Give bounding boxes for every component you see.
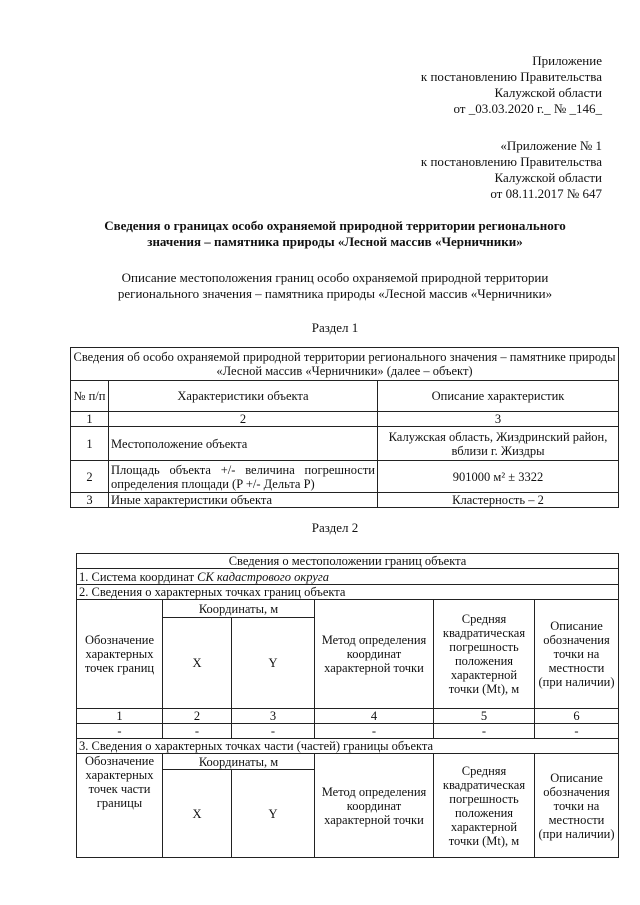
column-header: Обозначение характерных точек части границы <box>77 754 163 858</box>
row-number: 3 <box>71 493 109 508</box>
column-header: X <box>163 770 232 858</box>
column-header: Средняя квадратическая погрешность положения характерной точки (Mt), м <box>434 600 535 709</box>
table-row <box>77 724 619 739</box>
table-row <box>71 493 619 508</box>
row-number: 1 <box>71 427 109 461</box>
section1-label: Раздел 1 <box>311 320 359 335</box>
column-header: Описание обозначения точки на местности (при наличии) <box>535 754 619 858</box>
table-caption: Сведения о местоположении границ объекта <box>77 554 619 569</box>
document-title <box>60 218 610 250</box>
column-header: Описание обозначения точки на местности (при наличии) <box>535 600 619 709</box>
column-header: Y <box>232 618 315 709</box>
object-info-table <box>70 347 619 508</box>
column-header: № п/п <box>71 381 109 412</box>
table-row <box>71 427 619 461</box>
header-line: от 08.11.2017 № 647 <box>490 186 602 201</box>
header-line: к постановлению Правительства <box>420 69 602 84</box>
table-row <box>71 461 619 493</box>
column-header: Средняя квадратическая погрешность положения характерной точки (Mt), м <box>434 754 535 858</box>
column-header: Описание характеристик <box>378 381 619 412</box>
header-line: Приложение <box>532 53 602 68</box>
row-value: 901000 м² ± 3322 <box>378 461 619 493</box>
cell: - <box>163 724 232 739</box>
header-line: от _03.03.2020 г._ № _146_ <box>453 101 602 116</box>
parts-section-title: 3. Сведения о характерных точках части (частей) границы объекта <box>77 739 619 754</box>
column-number: 2 <box>109 412 378 427</box>
row-name: Иные характеристики объекта <box>109 493 378 508</box>
column-header: Координаты, м <box>163 754 315 770</box>
coord-system-label: 1. Система координат <box>79 569 198 584</box>
column-header: Характеристики объекта <box>109 381 378 412</box>
boundary-table <box>76 553 619 858</box>
section2-label: Раздел 2 <box>311 520 359 535</box>
column-number: 3 <box>378 412 619 427</box>
column-number: 1 <box>71 412 109 427</box>
subtitle-line: Описание местоположения границ особо охраняемой природной территории <box>121 270 549 285</box>
column-header: Y <box>232 770 315 858</box>
cell: - <box>535 724 619 739</box>
column-header: Координаты, м <box>163 600 315 618</box>
coord-system-row <box>77 569 619 585</box>
title-line: значения – памятника природы «Лесной массив «Черничники» <box>147 234 523 249</box>
column-header: X <box>163 618 232 709</box>
column-number: 6 <box>535 709 619 724</box>
column-header: Метод определения координат характерной точки <box>315 754 434 858</box>
row-name: Местоположение объекта <box>109 427 378 461</box>
title-line: Сведения о границах особо охраняемой природной территории регионального <box>104 218 566 233</box>
original-appendix-header <box>421 138 602 202</box>
column-number: 4 <box>315 709 434 724</box>
row-name: Площадь объекта +/- величина погрешности определения площади (P +/- Дельта P) <box>109 461 378 493</box>
row-number: 2 <box>71 461 109 493</box>
cell: - <box>315 724 434 739</box>
table-caption: Сведения об особо охраняемой природной территории регионального значения – памятнике природы «Лесной массив «Черничники» (далее – объект) <box>71 348 619 381</box>
column-number: 2 <box>163 709 232 724</box>
cell: - <box>232 724 315 739</box>
row-value: Калужская область, Жиздринский район, вблизи г. Жиздры <box>378 427 619 461</box>
column-number: 5 <box>434 709 535 724</box>
cell: - <box>434 724 535 739</box>
document-subtitle <box>60 270 610 302</box>
header-line: Калужской области <box>494 170 602 185</box>
column-number: 1 <box>77 709 163 724</box>
column-header: Метод определения координат характерной точки <box>315 600 434 709</box>
header-line: к постановлению Правительства <box>420 154 602 169</box>
header-line: «Приложение № 1 <box>500 138 602 153</box>
row-value: Кластерность – 2 <box>378 493 619 508</box>
subtitle-line: регионального значения – памятника природы «Лесной массив «Черничники» <box>117 286 553 301</box>
points-section-title: 2. Сведения о характерных точках границ объекта <box>77 585 619 600</box>
appendix-header <box>421 53 602 117</box>
column-header: Обозначение характерных точек границ <box>77 600 163 709</box>
column-number: 3 <box>232 709 315 724</box>
header-line: Калужской области <box>494 85 602 100</box>
cell: - <box>77 724 163 739</box>
coord-system-value: СК кадастрового округа <box>197 569 329 584</box>
